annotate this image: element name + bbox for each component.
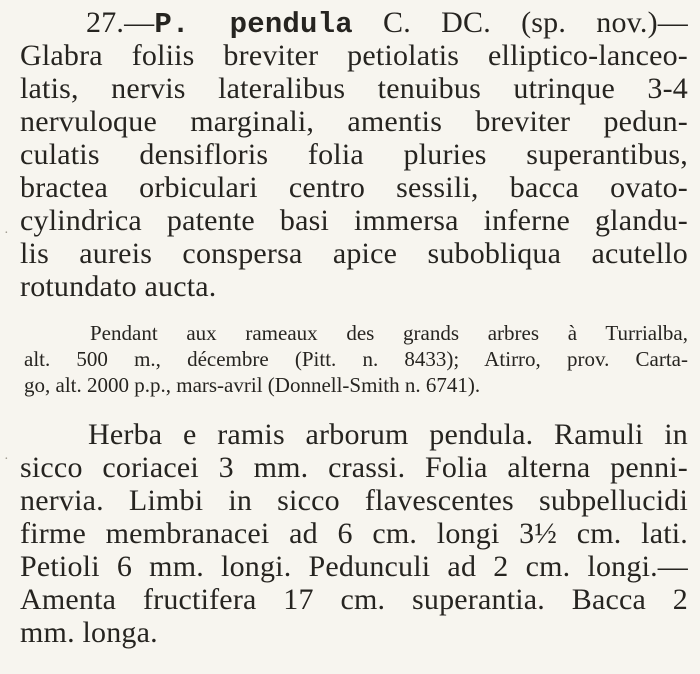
margin-mark: · [4, 226, 9, 241]
description-line: lis aureis conspersa apice subobliqua acutello [20, 237, 688, 270]
notes-line: Herba e ramis arborum pendula. Ramuli in [88, 418, 688, 451]
locality-line: go, alt. 2000 p.p., mars-avril (Donnell-Smith n. 6741). [24, 373, 481, 397]
species-name: P. pendula [154, 8, 353, 41]
species-author: C. DC. (sp. nov.)— [383, 6, 689, 39]
notes-line: mm. longa. [20, 616, 158, 649]
notes-line: sicco coriacei 3 mm. crassi. Folia alterna penni- [20, 451, 688, 484]
description-line: Glabra foliis breviter petiolatis elliptico-lanceo- [20, 39, 688, 72]
notes-line: nervia. Limbi in sicco flavescentes subpellucidi [20, 484, 688, 517]
description-line: latis, nervis lateralibus tenuibus utrinque 3-4 [20, 72, 688, 105]
species-heading [86, 8, 688, 39]
notes-line: Amenta fructifera 17 cm. superantia. Bacca 2 [20, 583, 688, 616]
description-line: rotundato aucta. [20, 270, 217, 303]
description-line: nervuloque marginali, amentis breviter pedun- [20, 105, 688, 138]
description-line: bractea orbiculari centro sessili, bacca ovato- [20, 171, 688, 204]
notes-line: firme membranacei ad 6 cm. longi 3½ cm. lati. [20, 517, 688, 550]
description-line: culatis densifloris folia pluries superantibus, [20, 138, 688, 171]
margin-mark: · [4, 452, 9, 467]
notes-line: Petioli 6 mm. longi. Pedunculi ad 2 cm. longi.— [20, 550, 688, 583]
locality-line: Pendant aux rameaux des grands arbres à Turrialba, [90, 321, 688, 345]
species-number: 27.— [86, 6, 155, 39]
locality-line: alt. 500 m., décembre (Pitt. n. 8433); Atirro, prov. Carta- [24, 347, 688, 371]
description-line: cylindrica patente basi immersa inferne glandu- [20, 204, 688, 237]
